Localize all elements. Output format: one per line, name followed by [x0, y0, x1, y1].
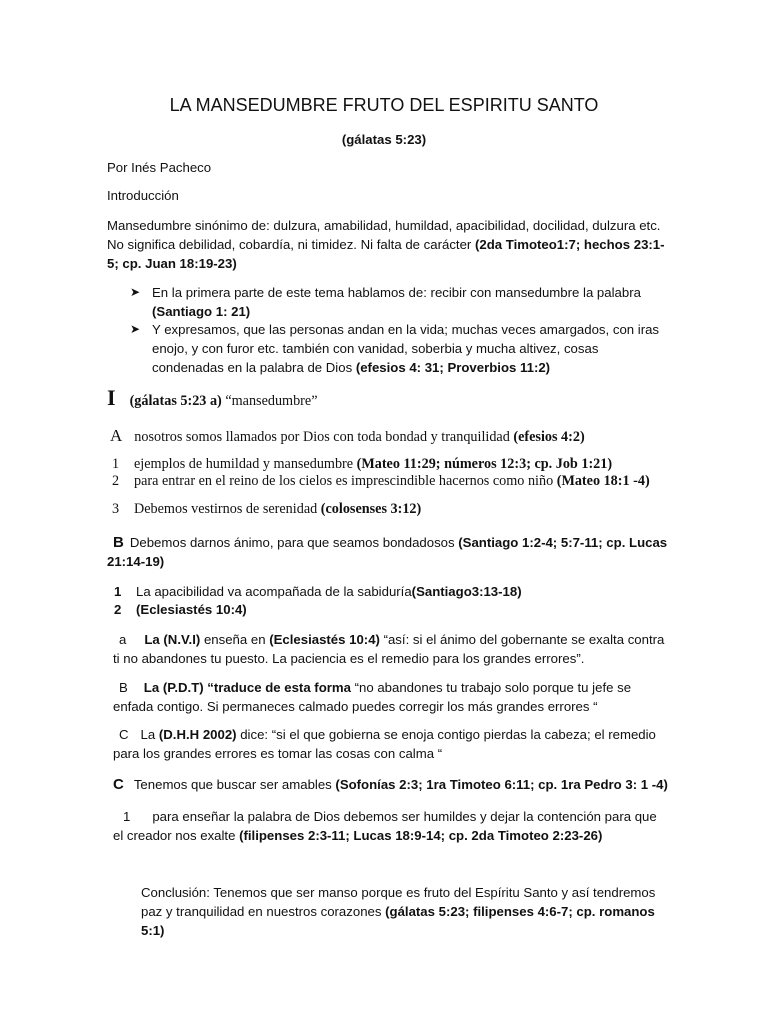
point-letter: B	[113, 534, 124, 551]
section-I-heading	[107, 385, 668, 411]
item-text: para entrar en el reino de los cielos es imprescindible hacernos como niño	[134, 473, 557, 489]
sub-point	[113, 678, 668, 716]
document-title: LA MANSEDUMBRE FRUTO DEL ESPIRITU SANTO	[169, 95, 599, 115]
sub-mid: enseña en	[200, 632, 270, 647]
item-text: ejemplos de humildad y mansedumbre	[134, 456, 357, 472]
intro-paragraph	[107, 216, 668, 273]
point-ref: (Sofonías 2:3; 1ra Timoteo 6:11; cp. 1ra Pedro 3: 1 -4)	[335, 777, 668, 792]
point-letter: C	[113, 776, 124, 793]
sub-mid: “traduce de esta forma	[203, 680, 355, 695]
sub-ref: (Eclesiastés 10:4)	[269, 632, 380, 647]
list-item	[114, 600, 668, 619]
list-item	[114, 582, 668, 601]
version-name: La (P.D.T)	[143, 680, 204, 695]
item-number: 1	[112, 456, 120, 472]
item-ref: (Santiago3:13-18)	[411, 584, 522, 599]
sub-letter: C	[119, 727, 129, 742]
item-number: 1	[123, 809, 131, 824]
section-ref: (gálatas 5:23 a)	[129, 393, 222, 409]
section-text: “mansedumbre”	[221, 393, 318, 409]
item-ref: (Eclesiastés 10:4)	[136, 602, 247, 617]
item-text: para enseñar la palabra de Dios debemos ser humildes y dejar la contención para que el creador nos exalte	[113, 809, 657, 843]
point-text: nosotros somos llamados por Dios con toda bondad y tranquilidad	[134, 429, 514, 445]
sub-point	[113, 725, 668, 763]
author-line: Por Inés Pacheco	[107, 160, 212, 175]
sub-quote: “no abandones tu trabajo solo porque tu jefe se enfada contigo. Si permaneces calmado puedes corregir los más grandes errores “	[113, 680, 632, 714]
item-ref: (Mateo 11:29; números 12:3; cp. Job 1:21)	[356, 456, 613, 472]
item-ref: (Mateo 18:1 -4)	[556, 473, 650, 489]
sub-letter: a	[119, 632, 127, 647]
item-number: 3	[112, 501, 120, 517]
intro-heading: Introducción	[107, 188, 179, 203]
sub-letter: B	[119, 680, 128, 695]
item-number: 2	[114, 602, 122, 617]
bullet-text: En la primera parte de este tema hablamos de: recibir con mansedumbre la palabra	[152, 285, 641, 300]
point-ref: (Santiago 1:2-4; 5:7-11; cp. Lucas 21:14-19)	[107, 535, 668, 569]
intro-text: Mansedumbre sinónimo de: dulzura, amabilidad, humildad, apacibilidad, docilidad, dulzura etc. No significa debilidad, cobardía, ni timidez. Ni falta de carácter	[107, 218, 661, 252]
version-name: La (N.V.I)	[144, 632, 201, 647]
arrow-bullet-icon: ➤	[130, 285, 141, 299]
document-subtitle: (gálatas 5:23)	[341, 132, 427, 147]
arrow-bullet-icon: ➤	[130, 322, 141, 336]
sub-mid: dice:	[236, 727, 272, 742]
point-C	[113, 775, 668, 794]
item-text: La apacibilidad va acompañada de la sabiduría	[136, 584, 412, 599]
conclusion-text: Conclusión: Tenemos que ser manso porque es fruto del Espíritu Santo y así tendremos paz y tranquilidad en nuestros corazones	[141, 885, 656, 919]
bullet-item	[130, 283, 668, 321]
list-item	[112, 500, 668, 519]
version-name: (D.H.H 2002)	[158, 727, 237, 742]
sub-quote: “si el que gobierna se enoja contigo pierdas la cabeza; el remedio para los grandes errores es tomar las cosas con calma “	[113, 727, 656, 761]
point-letter: A	[110, 426, 123, 445]
version-prefix: La	[140, 727, 159, 742]
list-item	[112, 472, 668, 491]
point-text: Debemos darnos ánimo, para que seamos bondadosos	[129, 535, 459, 550]
bullet-item	[130, 320, 668, 377]
conclusion-ref: (gálatas 5:23; filipenses 4:6-7; cp. romanos 5:1)	[141, 904, 655, 938]
bullet-ref: (efesios 4: 31; Proverbios 11:2)	[355, 360, 551, 375]
section-numeral: I	[107, 385, 116, 410]
item-ref: (colosenses 3:12)	[320, 501, 422, 517]
conclusion	[141, 883, 658, 940]
item-ref: (filipenses 2:3-11; Lucas 18:9-14; cp. 2da Timoteo 2:23-26)	[239, 828, 603, 843]
bullet-text: Y expresamos, que las personas andan en la vida; muchas veces amargados, con iras enojo, y con furor etc. también con vanidad, soberbia y mucha altivez, cosas condenadas en la palabra de Dios	[152, 322, 660, 375]
sub-quote: “así: si el ánimo del gobernante se exalta contra ti no abandones tu puesto. La paciencia es el remedio para los grandes errores”.	[113, 632, 665, 666]
item-number: 1	[114, 584, 122, 599]
item-text: Debemos vestirnos de serenidad	[134, 501, 321, 517]
sub-point	[113, 630, 668, 668]
point-B	[107, 533, 668, 571]
item-number: 2	[112, 473, 120, 489]
point-A	[110, 426, 668, 447]
point-text: Tenemos que buscar ser amables	[133, 777, 336, 792]
point-ref: (efesios 4:2)	[513, 429, 585, 445]
bullet-ref: (Santiago 1: 21)	[152, 304, 251, 319]
intro-ref: (2da Timoteo1:7; hechos 23:1-5; cp. Juan 18:19-23)	[107, 237, 665, 271]
list-item	[113, 807, 668, 845]
